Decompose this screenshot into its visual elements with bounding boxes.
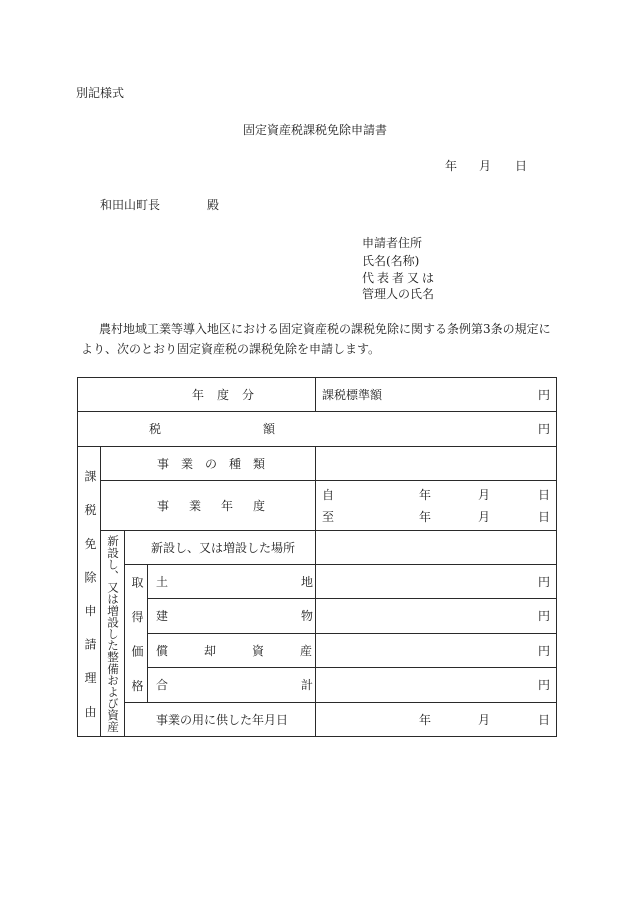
- table-row: [78, 565, 557, 599]
- cost-item-building-unit: 円: [538, 609, 551, 623]
- business-period-value-cell: [316, 481, 557, 531]
- table-row: [78, 703, 557, 737]
- tax-base-label: 課税標準額: [322, 387, 383, 402]
- period-to-day-label: 日: [538, 510, 551, 524]
- period-to-label: 至: [322, 510, 335, 524]
- date-year-label: 年: [445, 159, 458, 173]
- tax-amount-label: 税額: [149, 422, 378, 436]
- use-date-year-label: 年: [419, 713, 432, 727]
- cost-item-value-cell: [316, 668, 557, 703]
- tax-base-unit: 円: [538, 387, 551, 402]
- applicant-name-label: 氏名(名称): [362, 254, 420, 268]
- statement-line-2: より、次のとおり固定資産税の課税免除を申請します。: [81, 342, 381, 356]
- table-row: [78, 412, 557, 447]
- new-assets-cell: [101, 531, 125, 737]
- table-row: [78, 634, 557, 668]
- period-from-year-label: 年: [419, 488, 432, 502]
- reason-cell: [78, 447, 101, 737]
- cost-item-depreciable-unit: 円: [538, 643, 551, 658]
- period-to-year-label: 年: [419, 510, 432, 524]
- period-from-label: 自: [322, 488, 335, 502]
- tax-amount-content: [149, 422, 550, 436]
- location-cell: [125, 531, 316, 565]
- reason-label: 課税免除申請理由: [83, 470, 97, 739]
- acquisition-cost-cell: [125, 565, 148, 714]
- tax-amount-cell: [78, 412, 557, 447]
- business-type-value-cell: [316, 447, 557, 481]
- location-value-cell: [316, 531, 557, 565]
- cost-item-cell: [148, 565, 447, 599]
- applicant-manager-label: 管理人の氏名: [362, 287, 435, 301]
- application-table: [77, 377, 557, 737]
- period-from-day-label: 日: [538, 488, 551, 502]
- cost-item-cell: [148, 668, 447, 703]
- cost-item-value-cell: [316, 599, 557, 634]
- table-row: [78, 599, 557, 634]
- location-label: 新設し、又は増設した場所: [151, 540, 296, 555]
- period-from-month-label: 月: [478, 488, 491, 502]
- date-month-label: 月: [479, 159, 492, 173]
- fiscal-year-cell: [78, 378, 316, 412]
- cost-item-cell: [148, 599, 447, 634]
- table-row: [78, 447, 557, 481]
- business-use-date-value-cell: [316, 703, 557, 737]
- statement-line-1: 農村地域工業等導入地区における固定資産税の課税免除に関する条例第3条の規定に: [99, 322, 551, 336]
- addressee-honorific: 殿: [207, 198, 220, 212]
- cost-item-land-label: 土地: [156, 574, 447, 589]
- cost-item-building-label: 建物: [156, 609, 447, 623]
- date-day-label: 日: [515, 159, 528, 173]
- table-row: [78, 668, 557, 703]
- cost-item-cell: [148, 634, 349, 668]
- business-use-date-label: 事業の用に供した年月日: [156, 712, 289, 727]
- acquisition-cost-label: 取得価格: [130, 576, 144, 714]
- tax-amount-unit: 円: [538, 422, 551, 436]
- tax-base-cell: [316, 378, 557, 412]
- cost-item-depreciable-label: 償却資産: [156, 643, 349, 658]
- addressee-name: 和田山町長: [100, 198, 161, 212]
- new-assets-label: 新設し、又は増設した整備および資産: [106, 535, 120, 733]
- business-type-label: 事業の種類: [157, 456, 278, 471]
- period-to-month-label: 月: [478, 510, 491, 524]
- cost-item-total-unit: 円: [538, 678, 551, 692]
- business-use-date-cell: [125, 703, 316, 737]
- cost-item-land-unit: 円: [538, 574, 551, 589]
- table-row: [78, 481, 557, 531]
- form-number-label: 別記様式: [76, 86, 125, 100]
- table-row: [78, 531, 557, 565]
- cost-item-value-cell: [316, 565, 557, 599]
- business-period-label: 事業年度: [157, 498, 286, 513]
- document-title: 固定資産税課税免除申請書: [243, 123, 388, 137]
- business-type-cell: [101, 447, 316, 481]
- use-date-day-label: 日: [538, 713, 551, 727]
- use-date-month-label: 月: [478, 713, 491, 727]
- applicant-representative-label: 代表者又は: [362, 271, 438, 285]
- table-row: [78, 378, 557, 412]
- cost-item-total-label: 合計: [156, 678, 447, 692]
- fiscal-year-label: 年度分: [192, 387, 268, 402]
- cost-item-value-cell: [316, 634, 557, 668]
- business-period-cell: [101, 481, 316, 531]
- applicant-address-label: 申請者住所: [362, 236, 423, 250]
- tax-base-content: [322, 388, 550, 402]
